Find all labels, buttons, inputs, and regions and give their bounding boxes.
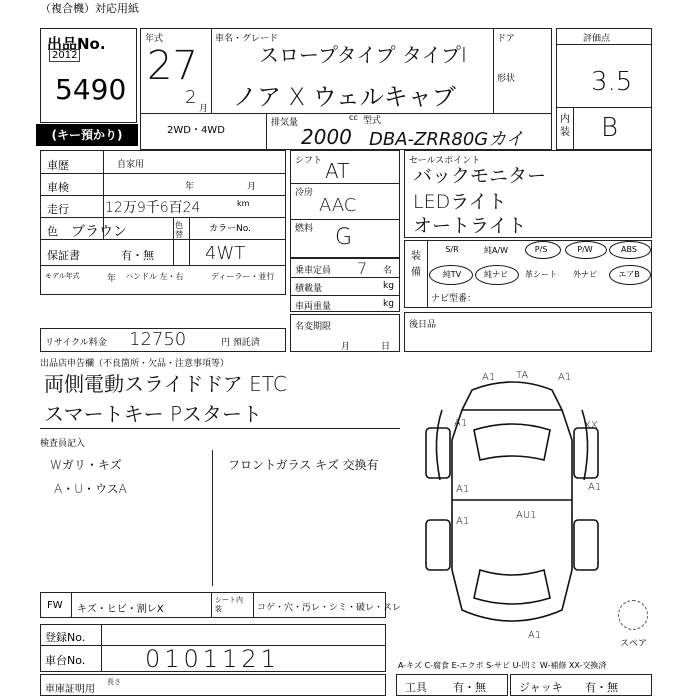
garage-cert-label: 車庫証明用 — [45, 684, 95, 695]
warranty-options: 有・無 — [121, 249, 154, 262]
model-label: モデル年式 — [45, 272, 80, 280]
lot-number-box — [40, 28, 137, 123]
circle-mark — [429, 265, 473, 285]
grade-score: 3.5 — [591, 67, 633, 97]
jack-box — [510, 674, 652, 696]
rename-label: 名変期限 — [295, 322, 332, 332]
mileage-label: 走行 — [47, 203, 69, 216]
model-line: ノア X ウェルキャブ — [233, 83, 456, 111]
registration-label: 登録No. — [45, 631, 86, 644]
post-items-label: 後日品 — [409, 320, 437, 330]
tool-label: 工具 — [405, 681, 427, 694]
registration-box — [40, 624, 386, 672]
color-label: 色 — [47, 225, 58, 238]
sales-point-2: LEDライト — [413, 191, 507, 213]
tool-options: 有・無 — [453, 681, 486, 694]
color-value: ブラウン — [71, 224, 127, 240]
type-label: 型式 — [363, 116, 382, 126]
drive-note: 4WT — [205, 243, 246, 264]
recycle-unit: 円 預託済 — [221, 338, 260, 348]
model-year: 年 — [107, 274, 117, 284]
rename-day: 日 — [381, 342, 391, 352]
equip-navi: 純ナビ — [484, 270, 508, 279]
seat-options: コゲ・穴・汚レ・シミ・破レ・スレ — [257, 603, 402, 613]
shift-label: シフト — [295, 156, 323, 166]
handle-label: ハンドル 左・右 — [125, 272, 184, 281]
inspector-note-left-1: Wガリ・キズ — [50, 458, 122, 472]
name-grade-label: 車名・グレード — [215, 34, 279, 44]
recycle-box — [40, 328, 286, 352]
history-value: 自家用 — [117, 160, 145, 170]
damage-mark: A1 — [482, 372, 496, 383]
year-tag: 2012 — [49, 49, 80, 62]
lot-number: 5490 — [55, 73, 127, 106]
shaken-label: 車検 — [47, 181, 69, 194]
drivetrain-box — [290, 150, 400, 258]
equip-sr: S/R — [445, 245, 459, 254]
month-value: 2 — [185, 87, 197, 108]
seller-notes-label: 出品店申告欄（不良箇所・欠品・注意事項等） — [40, 359, 230, 369]
damage-mark: A1 — [588, 482, 602, 493]
jack-label: ジャッキ — [519, 681, 563, 694]
lot-label: 出品No. — [47, 35, 106, 53]
load-label: 積載量 — [295, 284, 323, 294]
damage-mark: AU1 — [516, 510, 537, 521]
equip-leather: 革シート — [525, 270, 557, 279]
load-unit: kg — [383, 281, 394, 291]
equip-pw: P/W — [577, 245, 593, 254]
seat-label: シート内装 — [215, 596, 243, 613]
circle-mark — [609, 265, 651, 285]
interior-score: B — [601, 113, 619, 143]
interior-label: 内装 — [560, 114, 570, 138]
capacity-label: 乗車定員 — [295, 266, 332, 276]
circle-mark — [565, 241, 607, 259]
defect-legend: A-キズ C-腐食 E-エクボ S-サビ U-凹ミ W-補修 XX-交換済 — [398, 661, 607, 670]
fw-seat-row — [40, 592, 402, 618]
tool-box — [396, 674, 508, 696]
door-label: ドア — [497, 34, 515, 44]
year-label: 年式 — [145, 34, 164, 44]
color-change-label: 色替 — [175, 221, 183, 239]
shape-label: 形状 — [497, 74, 516, 84]
mileage-unit: km — [237, 199, 250, 208]
history-label: 車歴 — [47, 159, 69, 172]
cc-unit: cc — [349, 113, 358, 122]
damage-mark: A1 — [454, 418, 468, 429]
damage-mark: A1 — [456, 516, 470, 527]
recycle-label: リサイクル料金 — [45, 338, 107, 348]
capacity-unit: 名 — [383, 266, 393, 276]
year-value: 27 — [147, 43, 198, 89]
garage-cert-box — [40, 674, 386, 696]
damage-mark: A1 — [528, 630, 542, 641]
ac-label: 冷房 — [295, 188, 314, 198]
equip-abs: ABS — [621, 245, 637, 254]
equip-aw: 純A/W — [483, 246, 509, 255]
fuel-value: G — [335, 225, 353, 250]
displacement-label: 排気量 — [271, 118, 299, 128]
length-label: 長さ — [107, 678, 121, 686]
damage-mark: A1 — [558, 372, 572, 383]
shaken-year: 年 — [185, 182, 195, 192]
capacity-box — [290, 258, 400, 312]
grade-line: スロープタイプ タイプI — [259, 43, 467, 67]
damage-mark: TA — [516, 370, 529, 381]
vehicle-info-box — [140, 28, 552, 150]
capacity-value: 7 — [357, 259, 368, 278]
color-no-label: カラーNo. — [209, 224, 251, 234]
recycle-value: 12750 — [129, 329, 187, 350]
post-items-box — [404, 312, 652, 352]
fw-options: キズ・ヒビ・割レX — [77, 604, 164, 615]
ac-value: AAC — [319, 195, 357, 216]
equip-tv: 純TV — [442, 270, 462, 279]
damage-mark: A1 — [456, 484, 470, 495]
drive-option: 2WD・4WD — [167, 125, 225, 136]
navi-model-label: ナビ型番： — [431, 294, 477, 304]
key-status-badge: (キー預かり) — [36, 124, 138, 146]
history-box — [40, 150, 286, 295]
inspector-label: 検査員記入 — [40, 439, 86, 449]
fw-label: FW — [47, 600, 63, 611]
displacement-value: 2000 — [301, 125, 352, 149]
month-unit: 月 — [199, 104, 209, 114]
equip-ext-navi: 外ナビ — [573, 270, 597, 279]
warranty-label: 保証書 — [47, 249, 80, 262]
circle-mark — [609, 241, 651, 259]
jack-options: 有・無 — [585, 681, 618, 694]
circle-mark — [475, 265, 519, 285]
spare-tire-icon — [618, 600, 648, 630]
equipment-label: 装備 — [411, 251, 421, 278]
chassis-label: 車台No. — [45, 654, 86, 667]
shift-value: AT — [325, 159, 350, 183]
shaken-month: 月 — [247, 182, 257, 192]
circle-mark — [525, 241, 561, 259]
seller-note-line-1: 両側電動スライドドア ETC — [44, 372, 287, 396]
mileage-value: 12万9千6百24 — [105, 200, 201, 216]
fuel-label: 燃料 — [295, 224, 314, 234]
sales-point-1: バックモニター — [413, 165, 547, 187]
form-header-text: （複合機）対応用紙 — [40, 2, 139, 15]
damage-mark: XX — [584, 420, 598, 431]
equip-ps: P/S — [534, 245, 548, 254]
chassis-value: 0101121 — [145, 645, 280, 673]
spare-label: スペア — [620, 639, 648, 649]
weight-label: 車両重量 — [295, 302, 332, 312]
type-value: DBA-ZRR80Gカイ — [369, 129, 524, 150]
grade-label: 評価点 — [583, 34, 611, 44]
rename-month: 月 — [341, 342, 351, 352]
grade-box — [556, 28, 652, 150]
equipment-box — [404, 240, 652, 308]
equip-airbag: エアB — [618, 270, 640, 279]
sales-point-3: オートライト — [413, 215, 527, 237]
dealer-label: ディーラー・並行 — [211, 272, 275, 281]
sales-points-box — [404, 150, 652, 238]
seller-note-line-2: スマートキー Pスタート — [44, 402, 263, 426]
sales-points-label: セールスポイント — [409, 156, 481, 166]
inspector-note-right-1: フロントガラス キズ 交換有 — [228, 458, 379, 472]
weight-unit: kg — [383, 299, 394, 309]
car-damage-diagram — [412, 370, 612, 650]
inspector-note-left-2: A・U・ウスA — [54, 482, 127, 496]
rename-box — [290, 314, 400, 352]
